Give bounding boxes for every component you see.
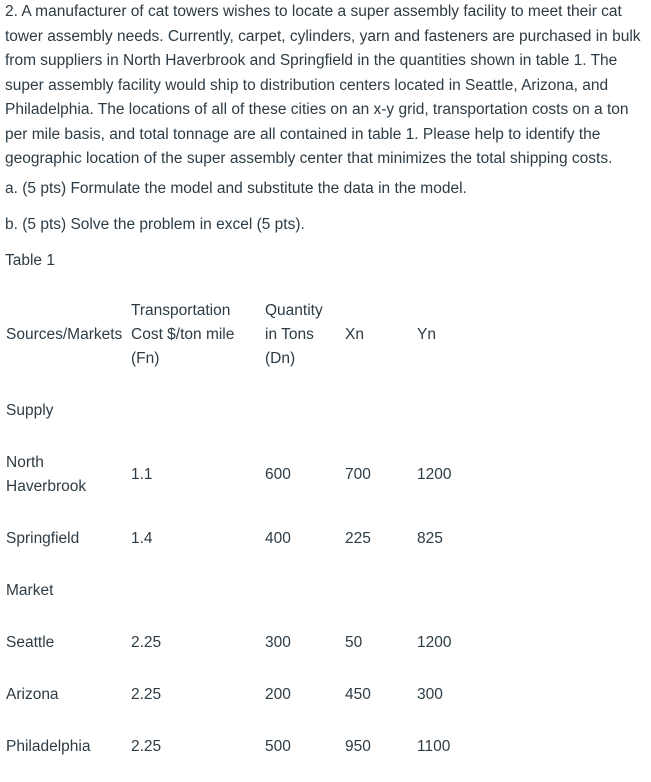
row-philadelphia-yn: 1100: [417, 738, 451, 755]
row-philadelphia-fn: 2.25: [131, 738, 162, 755]
row-springfield-dn: 400: [265, 530, 291, 547]
header-sources-markets: Sources/Markets: [6, 326, 123, 343]
row-arizona-yn: 300: [417, 686, 443, 703]
row-philadelphia-xn: 950: [345, 738, 371, 755]
row-name-philadelphia: Philadelphia: [6, 738, 91, 755]
header-yn: Yn: [417, 326, 436, 343]
header-xn: Xn: [345, 326, 364, 343]
row-seattle-dn: 300: [265, 634, 291, 651]
part-a-text: a. (5 pts) Formulate the model and substitute the data in the model.: [5, 180, 467, 197]
row-north-haverbrook-dn: 600: [265, 466, 291, 483]
row-springfield-yn: 825: [417, 530, 443, 547]
row-name-north-haverbrook-line1: North: [6, 454, 44, 471]
header-qty-line2: in Tons: [265, 326, 314, 343]
row-name-arizona: Arizona: [6, 686, 59, 703]
row-seattle-fn: 2.25: [131, 634, 162, 651]
row-arizona-dn: 200: [265, 686, 291, 703]
section-market: Market: [6, 582, 54, 599]
header-qty-line3: (Dn): [265, 350, 296, 367]
section-supply: Supply: [6, 402, 54, 419]
problem-statement: 2. A manufacturer of cat towers wishes to locate a super assembly facility to meet their cat tower assembly needs. Currently, carpet, cylinders, yarn and fasteners are purchased in bulk from suppliers in North Haverbrook and Springfield in the quantities shown in table 1. The super assembly facility would ship to distribution centers located in Seattle, Arizona, and Philadelphia. The locations of all of these cities on an x-y grid, transportation costs on a ton per mile basis, and total tonnage are all contained in table 1. Please help to identify the geographic location of the super assembly center that minimizes the total shipping costs.: [5, 3, 641, 167]
row-name-seattle: Seattle: [6, 634, 55, 651]
row-north-haverbrook-yn: 1200: [417, 466, 452, 483]
table-label: Table 1: [5, 252, 55, 269]
row-philadelphia-dn: 500: [265, 738, 291, 755]
row-arizona-fn: 2.25: [131, 686, 162, 703]
header-cost-line3: (Fn): [131, 350, 160, 367]
part-b-text: b. (5 pts) Solve the problem in excel (5 pts).: [5, 216, 305, 233]
header-qty-line1: Quantity: [265, 302, 323, 319]
header-cost-line2: Cost $/ton mile: [131, 326, 235, 343]
row-seattle-yn: 1200: [417, 634, 452, 651]
row-springfield-xn: 225: [345, 530, 371, 547]
row-arizona-xn: 450: [345, 686, 371, 703]
header-cost-line1: Transportation: [131, 302, 231, 319]
row-north-haverbrook-fn: 1.1: [131, 466, 153, 483]
row-name-springfield: Springfield: [6, 530, 80, 547]
row-springfield-fn: 1.4: [131, 530, 153, 547]
row-seattle-xn: 50: [345, 634, 363, 651]
row-north-haverbrook-xn: 700: [345, 466, 371, 483]
row-name-north-haverbrook-line2: Haverbrook: [6, 478, 87, 495]
